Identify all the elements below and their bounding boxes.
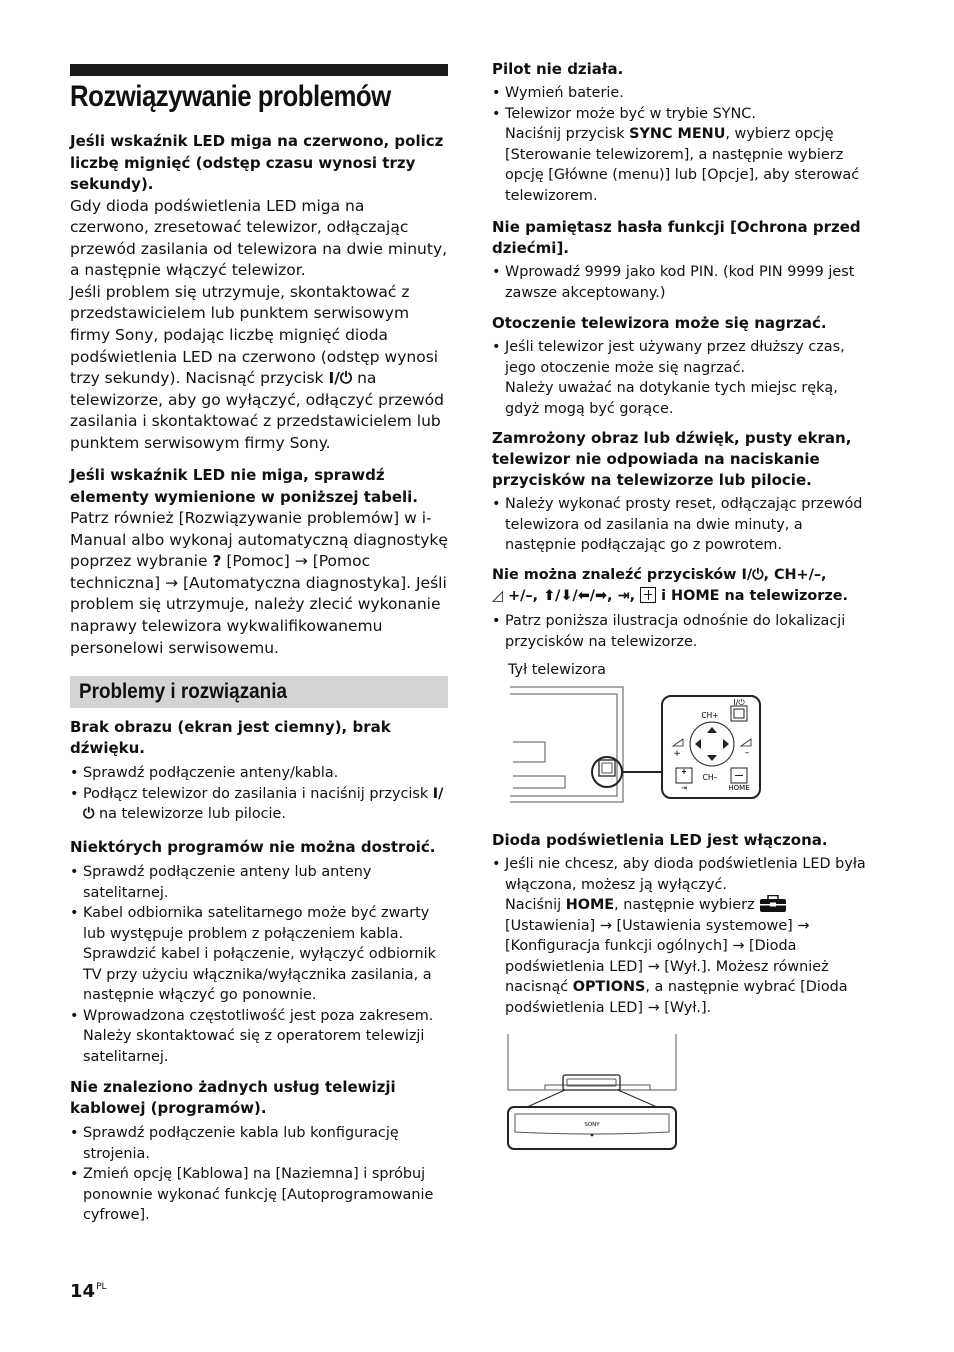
title-rule	[70, 64, 448, 76]
list-item: • Wprowadź 9999 jako kod PIN. (kod PIN 9999 jest zawsze akceptowany.)	[492, 262, 872, 303]
text-run: i HOME na telewizorze.	[661, 588, 848, 604]
input-icon: ⇥	[681, 784, 687, 792]
list-item-text	[505, 895, 872, 1018]
buttons-heading-line: Nie można znaleźć przycisków I/⏻, CH+/–,	[492, 567, 827, 583]
vol-minus-label: –	[744, 748, 750, 758]
remote-heading: Pilot nie działa.	[492, 60, 624, 78]
page-title: Rozwiązywanie problemów	[70, 80, 391, 113]
list-item-text	[505, 124, 872, 206]
no-picture-heading: Brak obrazu (ekran jest ciemny), brak dźwięku.	[70, 718, 391, 757]
list-item: • Sprawdź podłączenie kabla lub konfigurację strojenia.	[70, 1123, 448, 1164]
list-item: • Patrz poniższa ilustracja odnośnie do lokalizacji przycisków na telewizorze.	[492, 611, 872, 652]
pin-section	[492, 217, 872, 303]
list-item-text: na telewizorze lub pilocie.	[98, 806, 286, 822]
heat-heading: Otoczenie telewizora może się nagrzać.	[492, 314, 827, 332]
no-programs-heading: Niektórych programów nie można dostroić.	[70, 838, 436, 856]
text-run: , następnie wybierz	[614, 897, 755, 913]
tv-front-led-illustration	[505, 1032, 680, 1154]
led-off-body	[70, 508, 448, 659]
options-key: OPTIONS	[572, 979, 646, 995]
list-item: • Zmień opcję [Kablowa] na [Naziemna] i spróbuj ponownie wykonać funkcję [Autoprogramowanie cyfrowe].	[70, 1164, 448, 1226]
no-cable-heading: Nie znaleziono żadnych usług telewizji kablowej (programów).	[70, 1078, 396, 1117]
led-on-section	[492, 830, 872, 1018]
power-symbol: I/⏻	[83, 785, 444, 822]
tv-rear-illustration	[505, 684, 770, 814]
no-picture-section	[70, 717, 448, 825]
text-run: Naciśnij	[505, 897, 562, 913]
frozen-list	[492, 494, 872, 556]
led-red-section	[70, 131, 448, 455]
ch-minus-label: CH–	[702, 773, 718, 782]
sync-menu-key: SYNC MENU	[629, 126, 726, 142]
section-title: Problemy i rozwiązania	[79, 680, 287, 703]
buttons-list	[492, 611, 872, 652]
led-on-list	[492, 854, 872, 1018]
frozen-section	[492, 428, 872, 556]
pin-heading: Nie pamiętasz hasła funkcji [Ochrona przed dziećmi].	[492, 218, 861, 257]
text-run: ◿ +/–, ⬆/⬇/⬅/➡, ⇥,	[492, 588, 636, 604]
text-run: [Ustawienia] → [Ustawienia systemowe] → [Konfiguracja funkcji ogólnych] → [Dioda podświetlenia LED] → [Wył.]. Możesz również nacisnąć	[505, 917, 829, 995]
list-item	[492, 337, 872, 419]
led-red-body-2b: na telewizorze, aby go wyłączyć, odłączyć przewód zasilania i skontaktować z przedstawicielem lub punktem serwisowym firmy Sony.	[70, 369, 444, 453]
list-item: • Sprawdź podłączenie anteny lub anteny satelitarnej.	[70, 862, 448, 903]
list-item: • Kabel odbiornika satelitarnego może być zwarty lub występuje problem z połączeniem kabla. Sprawdzić kabel i połączenie, wyłączyć odbiornik TV przy użyciu włącznika/wyłącznika zasilania, a następnie włączyć go ponownie.	[70, 903, 448, 1006]
led-red-body-2	[70, 282, 448, 455]
section-header	[70, 676, 448, 708]
list-item-text: • Telewizor może być w trybie SYNC.	[505, 105, 756, 122]
help-icon: ?	[212, 552, 222, 571]
heat-section	[492, 313, 872, 419]
page-number-value: 14	[70, 1281, 96, 1302]
list-item-text: • Jeśli telewizor jest używany przez dłuższy czas, jego otoczenie może się nagrzać.	[505, 339, 845, 376]
figure-caption: Tył telewizora	[508, 662, 606, 678]
led-indicator-icon	[591, 1134, 594, 1137]
heat-list	[492, 337, 872, 419]
list-item: • Sprawdź podłączenie anteny/kabla.	[70, 763, 448, 784]
list-item: • Wprowadzona częstotliwość jest poza zakresem. Należy skontaktować się z operatorem telewizji satelitarnej.	[70, 1006, 448, 1068]
buttons-heading-line	[492, 586, 872, 607]
text-run: , wybierz opcję [Sterowanie telewizorem], a następnie wybierz opcję [Główne (menu)] lub [Opcje], aby sterować telewizorem.	[505, 126, 860, 204]
led-off-heading: Jeśli wskaźnik LED nie miga, sprawdź elementy wymienione w poniższej tabeli.	[70, 466, 418, 506]
no-cable-section	[70, 1077, 448, 1226]
home-button-label: HOME	[728, 784, 750, 792]
page-language: PL	[96, 1282, 107, 1292]
toolbox-icon	[759, 895, 787, 913]
list-item	[492, 104, 872, 207]
ch-plus-label: CH+	[701, 711, 719, 720]
sony-logo: SONY	[584, 1122, 600, 1128]
list-item	[70, 784, 448, 825]
led-red-heading: Jeśli wskaźnik LED miga na czerwono, policz liczbę mignięć (odstęp czasu wynosi trzy sekundy).	[70, 132, 444, 193]
remote-list	[492, 83, 872, 206]
home-key: HOME	[565, 897, 615, 913]
text-run: , a następnie wybrać [Dioda podświetlenia LED] → [Wył.].	[505, 979, 848, 1016]
no-programs-list	[70, 862, 448, 1067]
led-off-body-b: [Pomoc] → [Pomoc techniczna] → [Automatyczna diagnostyka]. Jeśli problem się utrzymuje, należy zlecić wykonanie naprawy telewizora wykwalifikowanemu personelowi serwisowemu.	[70, 552, 447, 657]
no-cable-list	[70, 1123, 448, 1226]
power-button-label: I/⏻	[733, 698, 745, 707]
led-red-body-2a: Jeśli problem się utrzymuje, skontaktować z przedstawicielem lub punktem serwisowym firmy Sony, podając liczbę mignięć dioda podświetlenia LED na czerwono (odstęp wynosi trzy sekundy). Nacisnąć przycisk	[70, 282, 439, 388]
list-item	[492, 854, 872, 1018]
list-item-text: Należy uważać na dotykanie tych miejsc ręką, gdyż mogą być gorące.	[505, 380, 838, 417]
frozen-heading: Zamrożony obraz lub dźwięk, pusty ekran, telewizor nie odpowiada na naciskanie przycisków na telewizorze lub pilocie.	[492, 429, 852, 489]
buttons-heading	[492, 565, 872, 607]
no-picture-list	[70, 763, 448, 825]
remote-section	[492, 59, 872, 206]
page-number	[70, 1281, 107, 1302]
input-select-icon	[640, 587, 656, 603]
text-run: Naciśnij przycisk	[505, 126, 625, 142]
list-item-text: • Jeśli nie chcesz, aby dioda podświetlenia LED była włączona, możesz ją wyłączyć.	[505, 856, 866, 893]
list-item: • Wymień baterie.	[492, 83, 872, 104]
led-red-body-1: Gdy dioda podświetlenia LED miga na czerwono, zresetować telewizor, odłączając przewód zasilania od telewizora na dwie minuty, a następnie włączyć telewizor.	[70, 196, 448, 280]
led-off-body-a: Patrz również [Rozwiązywanie problemów] w i-Manual albo wykonaj automatyczną diagnostykę poprzez wybranie	[70, 509, 448, 571]
buttons-section	[492, 565, 872, 652]
power-symbol: I/⏻	[328, 369, 353, 388]
no-programs-section	[70, 837, 448, 1067]
led-off-section	[70, 465, 448, 659]
list-item-text: Podłącz telewizor do zasilania i naciśnij przycisk	[83, 785, 429, 802]
pin-list	[492, 262, 872, 303]
list-item: • Należy wykonać prosty reset, odłączając przewód telewizora od zasilania na dwie minuty, a następnie podłączając go z powrotem.	[492, 494, 872, 556]
vol-plus-label: +	[673, 749, 681, 759]
led-on-heading: Dioda podświetlenia LED jest włączona.	[492, 831, 828, 849]
